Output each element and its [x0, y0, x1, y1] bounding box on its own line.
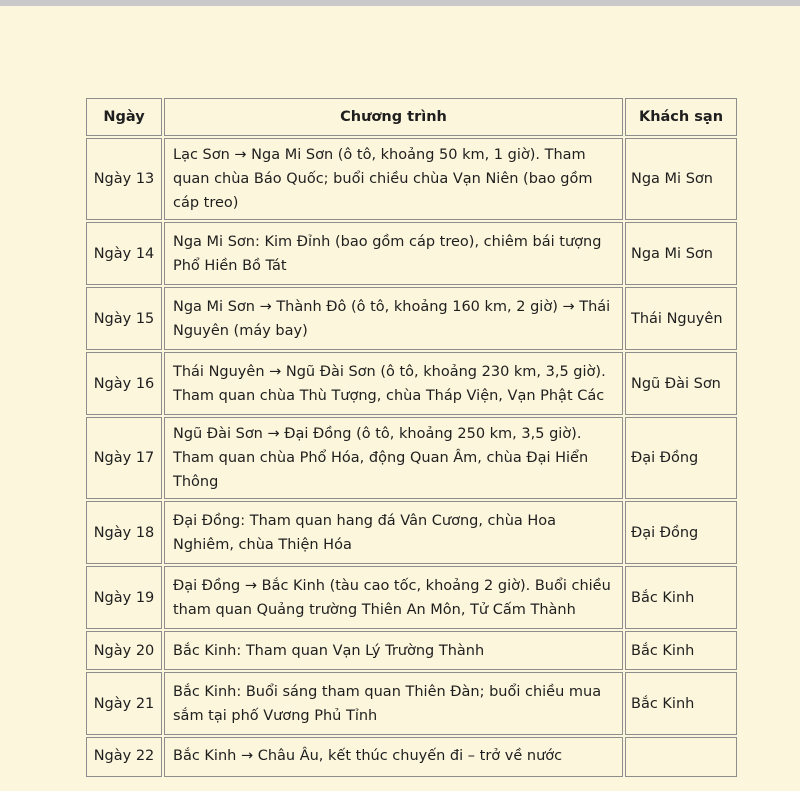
day-cell: Ngày 21	[86, 672, 162, 735]
table-row	[86, 287, 737, 350]
header-day: Ngày	[86, 98, 162, 136]
table-row	[86, 222, 737, 285]
table-row	[86, 138, 737, 220]
day-cell: Ngày 20	[86, 631, 162, 670]
hotel-cell: Bắc Kinh	[625, 566, 737, 629]
day-cell: Ngày 19	[86, 566, 162, 629]
day-cell: Ngày 14	[86, 222, 162, 285]
day-cell: Ngày 22	[86, 737, 162, 777]
program-cell: Nga Mi Sơn → Thành Đô (ô tô, khoảng 160 km, 2 giờ) → Thái Nguyên (máy bay)	[164, 287, 623, 350]
hotel-cell: Nga Mi Sơn	[625, 222, 737, 285]
hotel-cell: Thái Nguyên	[625, 287, 737, 350]
header-hotel: Khách sạn	[625, 98, 737, 136]
day-cell: Ngày 17	[86, 417, 162, 499]
table-row	[86, 672, 737, 735]
day-cell: Ngày 13	[86, 138, 162, 220]
program-cell: Đại Đồng → Bắc Kinh (tàu cao tốc, khoảng 2 giờ). Buổi chiều tham quan Quảng trường Thiên An Môn, Tử Cấm Thành	[164, 566, 623, 629]
program-cell: Thái Nguyên → Ngũ Đài Sơn (ô tô, khoảng 230 km, 3,5 giờ). Tham quan chùa Thù Tượng, chùa Tháp Viện, Vạn Phật Các	[164, 352, 623, 415]
hotel-cell: Ngũ Đài Sơn	[625, 352, 737, 415]
header-program: Chương trình	[164, 98, 623, 136]
table-row	[86, 352, 737, 415]
hotel-cell	[625, 737, 737, 777]
day-cell: Ngày 16	[86, 352, 162, 415]
program-cell: Bắc Kinh: Buổi sáng tham quan Thiên Đàn; buổi chiều mua sắm tại phố Vương Phủ Tỉnh	[164, 672, 623, 735]
hotel-cell: Bắc Kinh	[625, 631, 737, 670]
hotel-cell: Đại Đồng	[625, 417, 737, 499]
itinerary-table	[84, 96, 739, 779]
hotel-cell: Nga Mi Sơn	[625, 138, 737, 220]
day-cell: Ngày 18	[86, 501, 162, 564]
table-row	[86, 566, 737, 629]
program-cell: Nga Mi Sơn: Kim Đỉnh (bao gồm cáp treo), chiêm bái tượng Phổ Hiền Bồ Tát	[164, 222, 623, 285]
program-cell: Bắc Kinh → Châu Âu, kết thúc chuyến đi – trở về nước	[164, 737, 623, 777]
table-row	[86, 737, 737, 777]
program-cell: Lạc Sơn → Nga Mi Sơn (ô tô, khoảng 50 km, 1 giờ). Tham quan chùa Báo Quốc; buổi chiều chùa Vạn Niên (bao gồm cáp treo)	[164, 138, 623, 220]
program-cell: Bắc Kinh: Tham quan Vạn Lý Trường Thành	[164, 631, 623, 670]
table-header-row	[86, 98, 737, 136]
hotel-cell: Bắc Kinh	[625, 672, 737, 735]
top-bar	[0, 0, 800, 6]
hotel-cell: Đại Đồng	[625, 501, 737, 564]
program-cell: Đại Đồng: Tham quan hang đá Vân Cương, chùa Hoa Nghiêm, chùa Thiện Hóa	[164, 501, 623, 564]
table-row	[86, 501, 737, 564]
table-row	[86, 417, 737, 499]
table-row	[86, 631, 737, 670]
day-cell: Ngày 15	[86, 287, 162, 350]
program-cell: Ngũ Đài Sơn → Đại Đồng (ô tô, khoảng 250 km, 3,5 giờ). Tham quan chùa Phổ Hóa, động Quan Âm, chùa Đại Hiển Thông	[164, 417, 623, 499]
